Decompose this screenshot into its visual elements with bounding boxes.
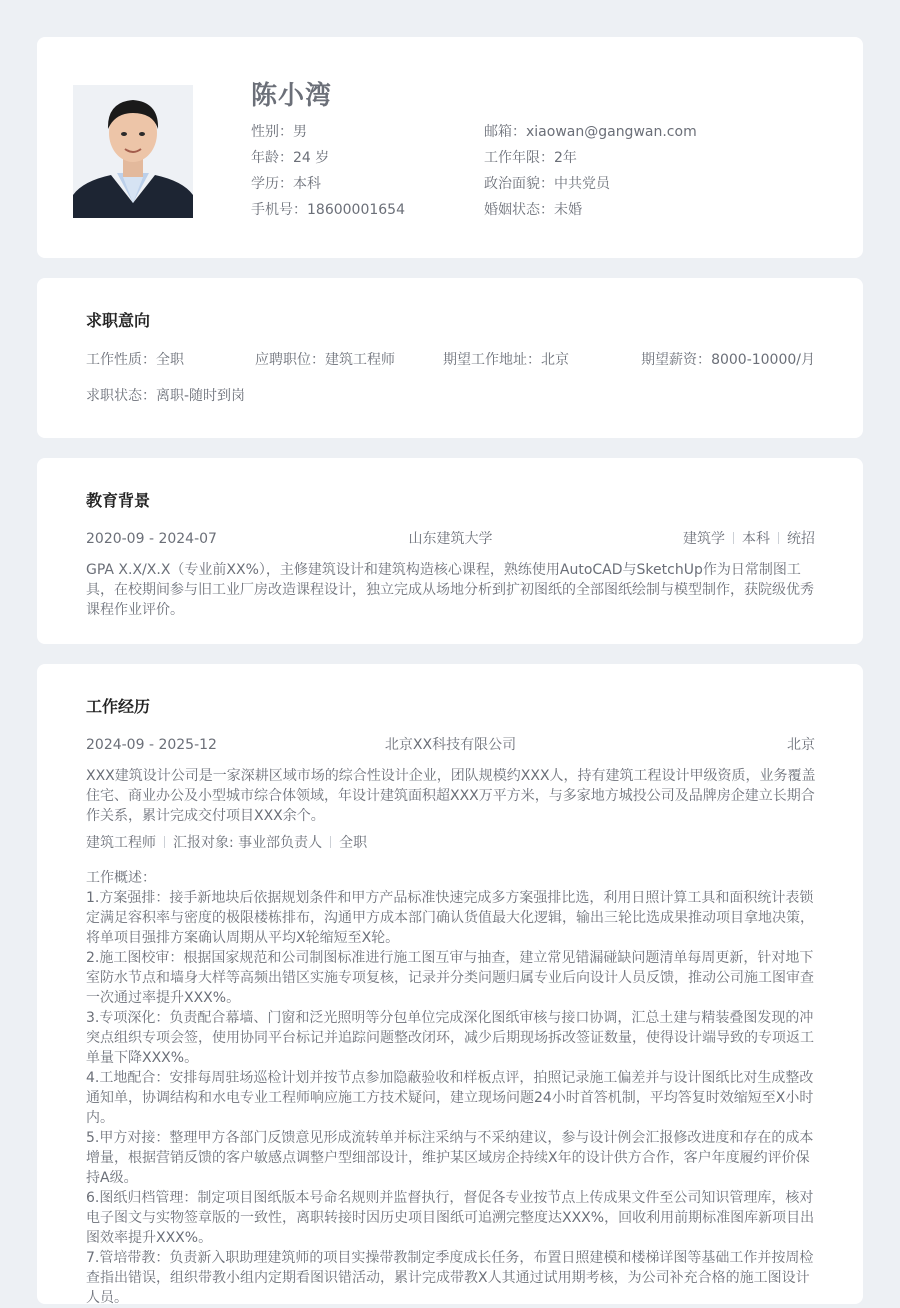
- duty-item: 2.施工图校审：根据国家规范和公司制图标准进行施工图互审与抽查，建立常见错漏碰缺问题清单每周更新，针对地下室防水节点和墙身大样等高频出错区实施专项复核，记录并分类问题归属专业后向设计人员反馈，推动公司施工图审查一次通过率提升XXX%。: [86, 950, 814, 1006]
- duty-item: 4.工地配合：安排每周驻场巡检计划并按节点参加隐蔽验收和样板点评，拍照记录施工偏差并与设计图纸比对生成整改通知单，协调结构和水电专业工程师响应施工方技术疑问，建立现场问题24小时首答机制，平均答复时效缩短至X小时内。: [86, 1070, 814, 1126]
- education-header: [86, 528, 815, 550]
- age-label: 年龄：: [251, 150, 293, 166]
- basic-info: [251, 119, 811, 223]
- work-header: [86, 734, 815, 756]
- profile-card: [37, 37, 863, 258]
- gender-label: 性别：: [251, 124, 293, 140]
- work-overview: [86, 868, 816, 1308]
- work-years-value: 2年: [554, 150, 577, 166]
- info-row: [251, 197, 811, 223]
- work-city: 北京: [787, 737, 815, 753]
- political-label: 政治面貌：: [484, 176, 554, 192]
- education-label: 学历：: [251, 176, 293, 192]
- info-row: [251, 171, 811, 197]
- avatar: [73, 85, 193, 218]
- phone-value[interactable]: 18600001654: [307, 202, 405, 218]
- section-title: 工作经历: [86, 697, 151, 716]
- work-years-label: 工作年限：: [484, 150, 554, 166]
- job-intent-card: [37, 278, 863, 438]
- duty-item: 1.方案强排：接手新地块后依据规划条件和甲方产品标准快速完成多方案强排比选，利用日照计算工具和面积统计表锁定满足容积率与密度的极限楼栋排布，沟通甲方成本部门确认货值最大化逻辑，输出三轮比选成果推动项目拿地决策，将单项目强排方案确认周期从平均X轮缩短至X轮。: [86, 890, 814, 946]
- gender-value: 男: [293, 124, 307, 140]
- duty-item: 5.甲方对接：整理甲方各部门反馈意见形成流转单并标注采纳与不采纳建议，参与设计例会汇报修改进度和存在的成本增量，根据营销反馈的客户敏感点调整户型细部设计，维护某区域房企持续X年的设计供方合作，客户年度履约评价保持A级。: [86, 1130, 814, 1186]
- work-experience-card: [37, 664, 863, 1304]
- job-status: 求职状态：离职-随时到岗: [86, 388, 246, 404]
- work-period: 2024-09 - 2025-12: [86, 737, 217, 753]
- work-report: 汇报对象: 事业部负责人: [173, 835, 323, 851]
- info-row: [251, 145, 811, 171]
- marital-label: 婚姻状态：: [484, 202, 554, 218]
- work-role: 建筑工程师: [86, 835, 156, 851]
- email-value[interactable]: xiaowan@gangwan.com: [526, 124, 697, 140]
- info-row: [251, 119, 811, 145]
- work-type: 全职: [339, 835, 368, 851]
- job-position: 应聘职位：建筑工程师: [255, 352, 395, 368]
- candidate-name: 陈小湾: [251, 81, 333, 111]
- education-period: 2020-09 - 2024-07: [86, 531, 217, 547]
- company-name: 北京XX科技有限公司: [384, 737, 517, 753]
- age-value: 24 岁: [293, 150, 330, 166]
- duty-item: 3.专项深化：负责配合幕墙、门窗和泛光照明等分包单位完成深化图纸审核与接口协调，汇总土建与精装叠图发现的冲突点组织专项会签，使用协同平台标记并追踪问题整改闭环，减少后期现场拆改签证数量，使得设计端导致的专项返工单量下降XXX%。: [86, 1010, 814, 1066]
- political-value: 中共党员: [554, 176, 610, 192]
- major: 建筑学: [683, 531, 725, 547]
- avatar-photo: [73, 85, 193, 218]
- job-salary: 期望薪资：8000-10000/月: [641, 352, 815, 368]
- overview-label: 工作概述：: [86, 870, 156, 886]
- education-description: GPA X.X/X.X（专业前XX%），主修建筑设计和建筑构造核心课程，熟练使用AutoCAD与SketchUp作为日常制图工具，在校期间参与旧工业厂房改造课程设计，独立完成从场地分析到扩初图纸的全部图纸绘制与模型制作，获院级优秀课程作业评价。: [86, 562, 814, 618]
- job-location: 期望工作地址：北京: [443, 352, 569, 368]
- duty-item: 7.管培带教：负责新入职助理建筑师的项目实操带教制定季度成长任务，布置日照建模和楼梯详图等基础工作并按周检查指出错误，组织带教小组内定期看图识错活动，累计完成带教X人其通过试用期考核，为公司补充合格的施工图设计人员。: [86, 1250, 814, 1306]
- marital-value: 未婚: [554, 202, 582, 218]
- study-mode: 统招: [787, 531, 815, 547]
- work-tags: [86, 832, 367, 854]
- education-value: 本科: [293, 176, 321, 192]
- intent-row: [86, 349, 815, 371]
- company-intro: XXX建筑设计公司是一家深耕区域市场的综合性设计企业，团队规模约XXX人，持有建筑工程设计甲级资质，业务覆盖住宅、商业办公及小型城市综合体领域，年设计建筑面积超XXX万平方米，与多家地方城投公司及品牌房企建立长期合作关系，累计完成交付项目XXX余个。: [86, 768, 816, 824]
- section-title: 求职意向: [86, 311, 151, 330]
- education-card: [37, 458, 863, 644]
- school-name: 山东建筑大学: [408, 531, 493, 547]
- job-type: 工作性质：全职: [86, 352, 184, 368]
- duty-item: 6.图纸归档管理：制定项目图纸版本号命名规则并监督执行，督促各专业按节点上传成果文件至公司知识管理库，核对电子图文与实物签章版的一致性，离职转接时因历史项目图纸可追溯完整度达XXX%，回收利用前期标准图库新项目出图效率提升XXX%。: [86, 1190, 815, 1246]
- section-title: 教育背景: [86, 491, 151, 510]
- education-tags: [683, 528, 815, 550]
- degree: 本科: [742, 531, 770, 547]
- phone-label: 手机号：: [251, 202, 307, 218]
- email-label: 邮箱：: [484, 124, 526, 140]
